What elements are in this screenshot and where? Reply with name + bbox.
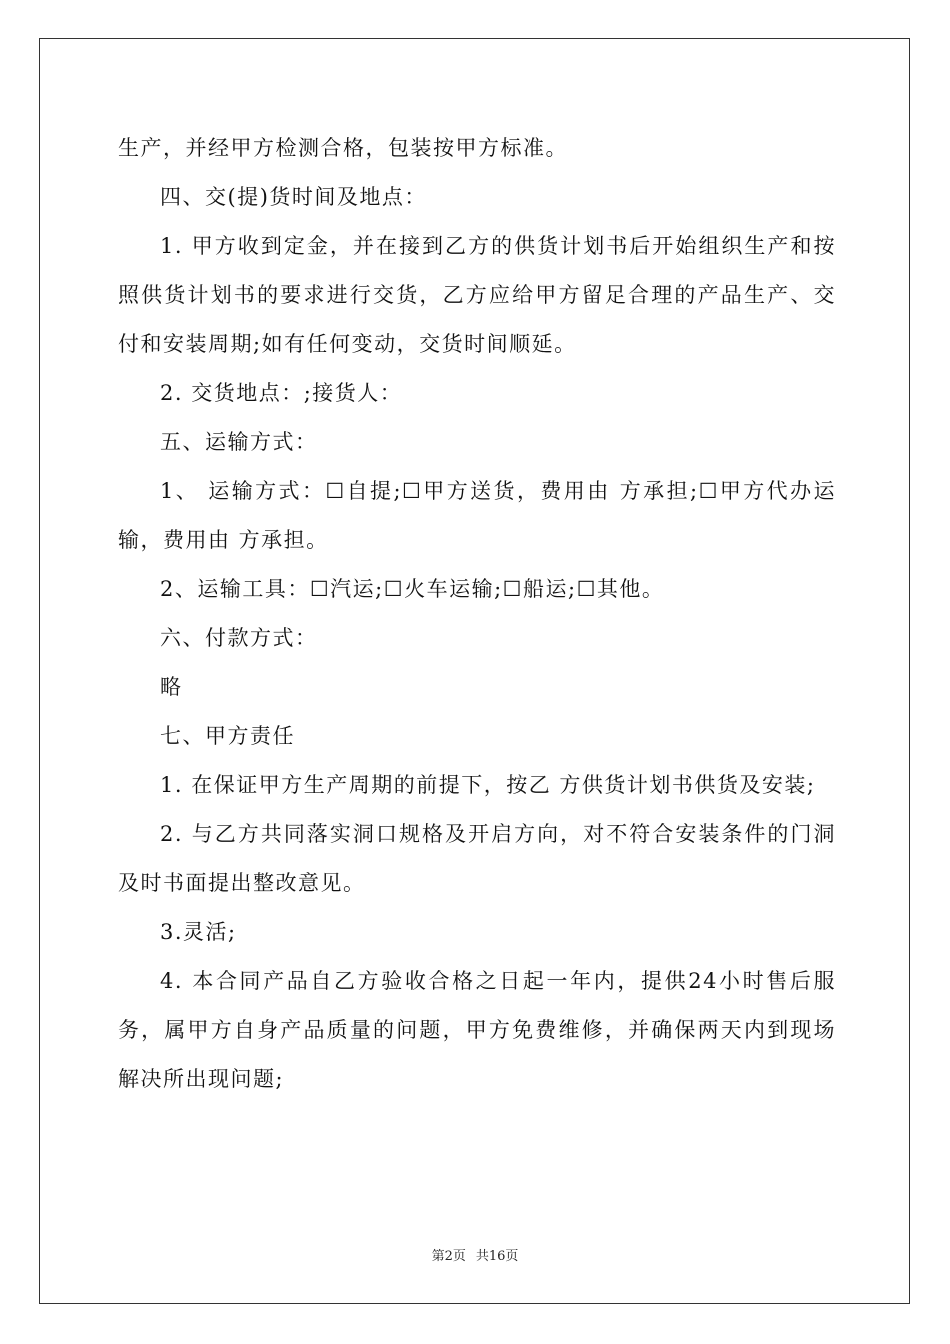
page-footer [0, 1245, 950, 1264]
section-heading-delivery: 四、交(提)货时间及地点： [160, 185, 427, 209]
paragraph-delivery-1: 1. 甲方收到定金，并在接到乙方的供货计划书后开始组织生产和按照供货计划书的要求进行交货，乙方应给甲方留足合理的产品生产、交付和安装周期;如有任何变动，交货时间顺延。 [118, 234, 836, 356]
section-heading-payment: 六、付款方式： [160, 626, 318, 650]
page-number: 第2页 [431, 1249, 466, 1264]
paragraph-1: 生产，并经甲方检测合格，包装按甲方标准。 [118, 136, 568, 160]
paragraph-transport-2: 2、运输工具：☐汽运;☐火车运输;☐船运;☐其他。 [160, 577, 665, 601]
paragraph-party-a-4: 4. 本合同产品自乙方验收合格之日起一年内，提供24小时售后服务，属甲方自身产品质量的问题，甲方免费维修，并确保两天内到现场解决所出现问题; [118, 969, 836, 1091]
paragraph-party-a-2: 2. 与乙方共同落实洞口规格及开启方向，对不符合安装条件的门洞及时书面提出整改意见。 [118, 822, 836, 895]
document-body [118, 124, 836, 1104]
page-total: 共16页 [475, 1249, 519, 1264]
section-heading-party-a: 七、甲方责任 [160, 724, 295, 748]
paragraph-delivery-2: 2. 交货地点：;接货人： [160, 381, 403, 405]
section-heading-transport: 五、运输方式： [160, 430, 318, 454]
paragraph-party-a-1: 1. 在保证甲方生产周期的前提下，按乙 方供货计划书供货及安装; [160, 773, 816, 797]
paragraph-transport-1: 1、 运输方式：☐自提;☐甲方送货，费用由 方承担;☐甲方代办运输，费用由 方承担。 [118, 479, 836, 552]
paragraph-payment: 略 [160, 675, 183, 699]
paragraph-party-a-3: 3.灵活; [160, 920, 237, 944]
